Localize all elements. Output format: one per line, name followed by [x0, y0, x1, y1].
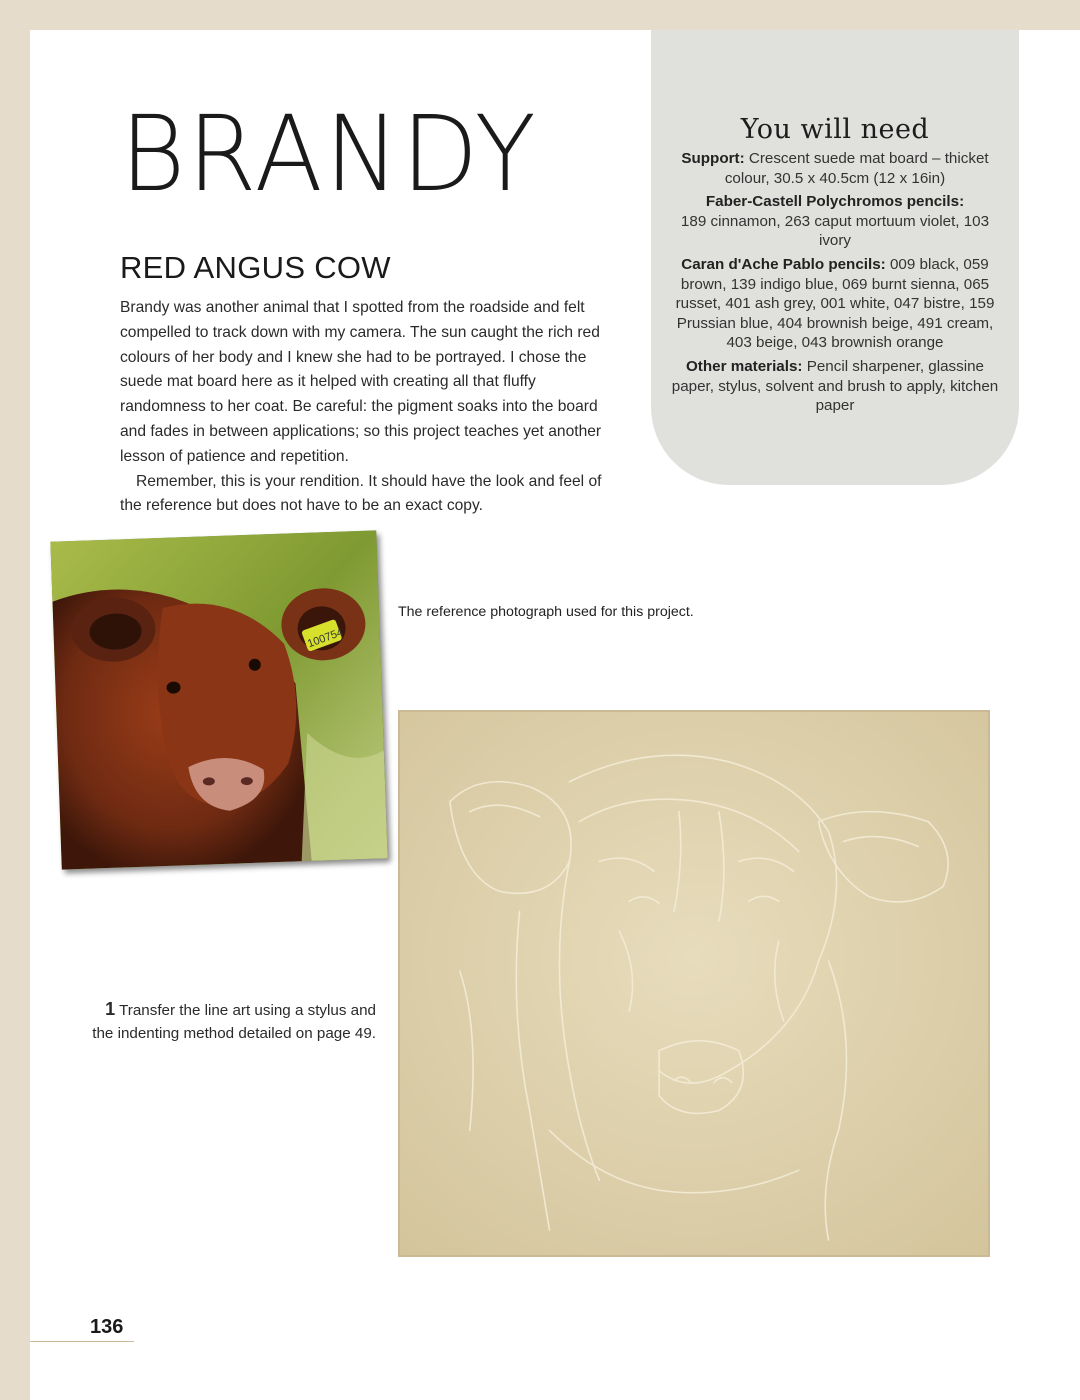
- materials-item: [665, 255, 1005, 353]
- materials-item-text: Crescent suede mat board – thicket colour, 30.5 x 40.5cm (12 x 16in): [724, 150, 989, 187]
- intro-paragraph-2: Remember, this is your rendition. It should have the look and feel of the reference but does not have to be an exact copy.: [120, 472, 602, 515]
- page-number-rule: [30, 1341, 134, 1342]
- materials-box: [651, 30, 1019, 485]
- line-art-drawing: [400, 712, 988, 1255]
- intro-text: [120, 296, 616, 519]
- ear-tag-text: 100754: [306, 626, 345, 651]
- materials-item-label: Support:: [681, 150, 745, 167]
- materials-item-label: Caran d'Ache Pablo pencils:: [681, 255, 886, 273]
- materials-item-text: 189 cinnamon, 263 caput mortuum violet, 103 ivory: [680, 212, 990, 250]
- step-text: Transfer the line art using a stylus and the indenting method detailed on page 49.: [92, 1002, 376, 1042]
- materials-item: [665, 192, 1005, 251]
- reference-photo: [50, 530, 387, 869]
- materials-item: [665, 357, 1005, 416]
- materials-item-text: Pencil sharpener, glassine paper, stylus, solvent and brush to apply, kitchen paper: [671, 357, 999, 415]
- step-number: 1: [105, 999, 116, 1019]
- line-art-transfer-image: [398, 710, 990, 1257]
- materials-heading: You will need: [740, 114, 930, 145]
- materials-item: [665, 149, 1005, 188]
- cow-photo-image: [50, 530, 387, 869]
- step-1-caption: [80, 998, 376, 1045]
- materials-item-label: Other materials:: [685, 357, 803, 375]
- materials-item-text: 009 black, 059 brown, 139 indigo blue, 069 burnt sienna, 065 russet, 401 ash grey, 001 white, 047 bistre, 159 Prussian blue, 404 brownish beige, 491 cream, 403 beige, 043 brownish orange: [675, 255, 995, 352]
- intro-paragraph-1: Brandy was another animal that I spotted from the roadside and felt compelled to track down with my camera. The sun caught the rich red colours of her body and I knew she had to be portrayed. I chose the suede mat board here as it helped with creating all that fluffy randomness to her coat. Be careful: the pigment soaks into the board and fades in between applications; so this project teaches yet another lesson of patience and repetition.: [120, 299, 602, 465]
- page-number: 136: [90, 1316, 124, 1338]
- materials-item-label: Faber-Castell Polychromos pencils:: [705, 193, 965, 211]
- page-subtitle: RED ANGUS COW: [120, 250, 391, 285]
- photo-caption: The reference photograph used for this project.: [398, 604, 694, 620]
- page-title: BRANDY: [120, 93, 538, 215]
